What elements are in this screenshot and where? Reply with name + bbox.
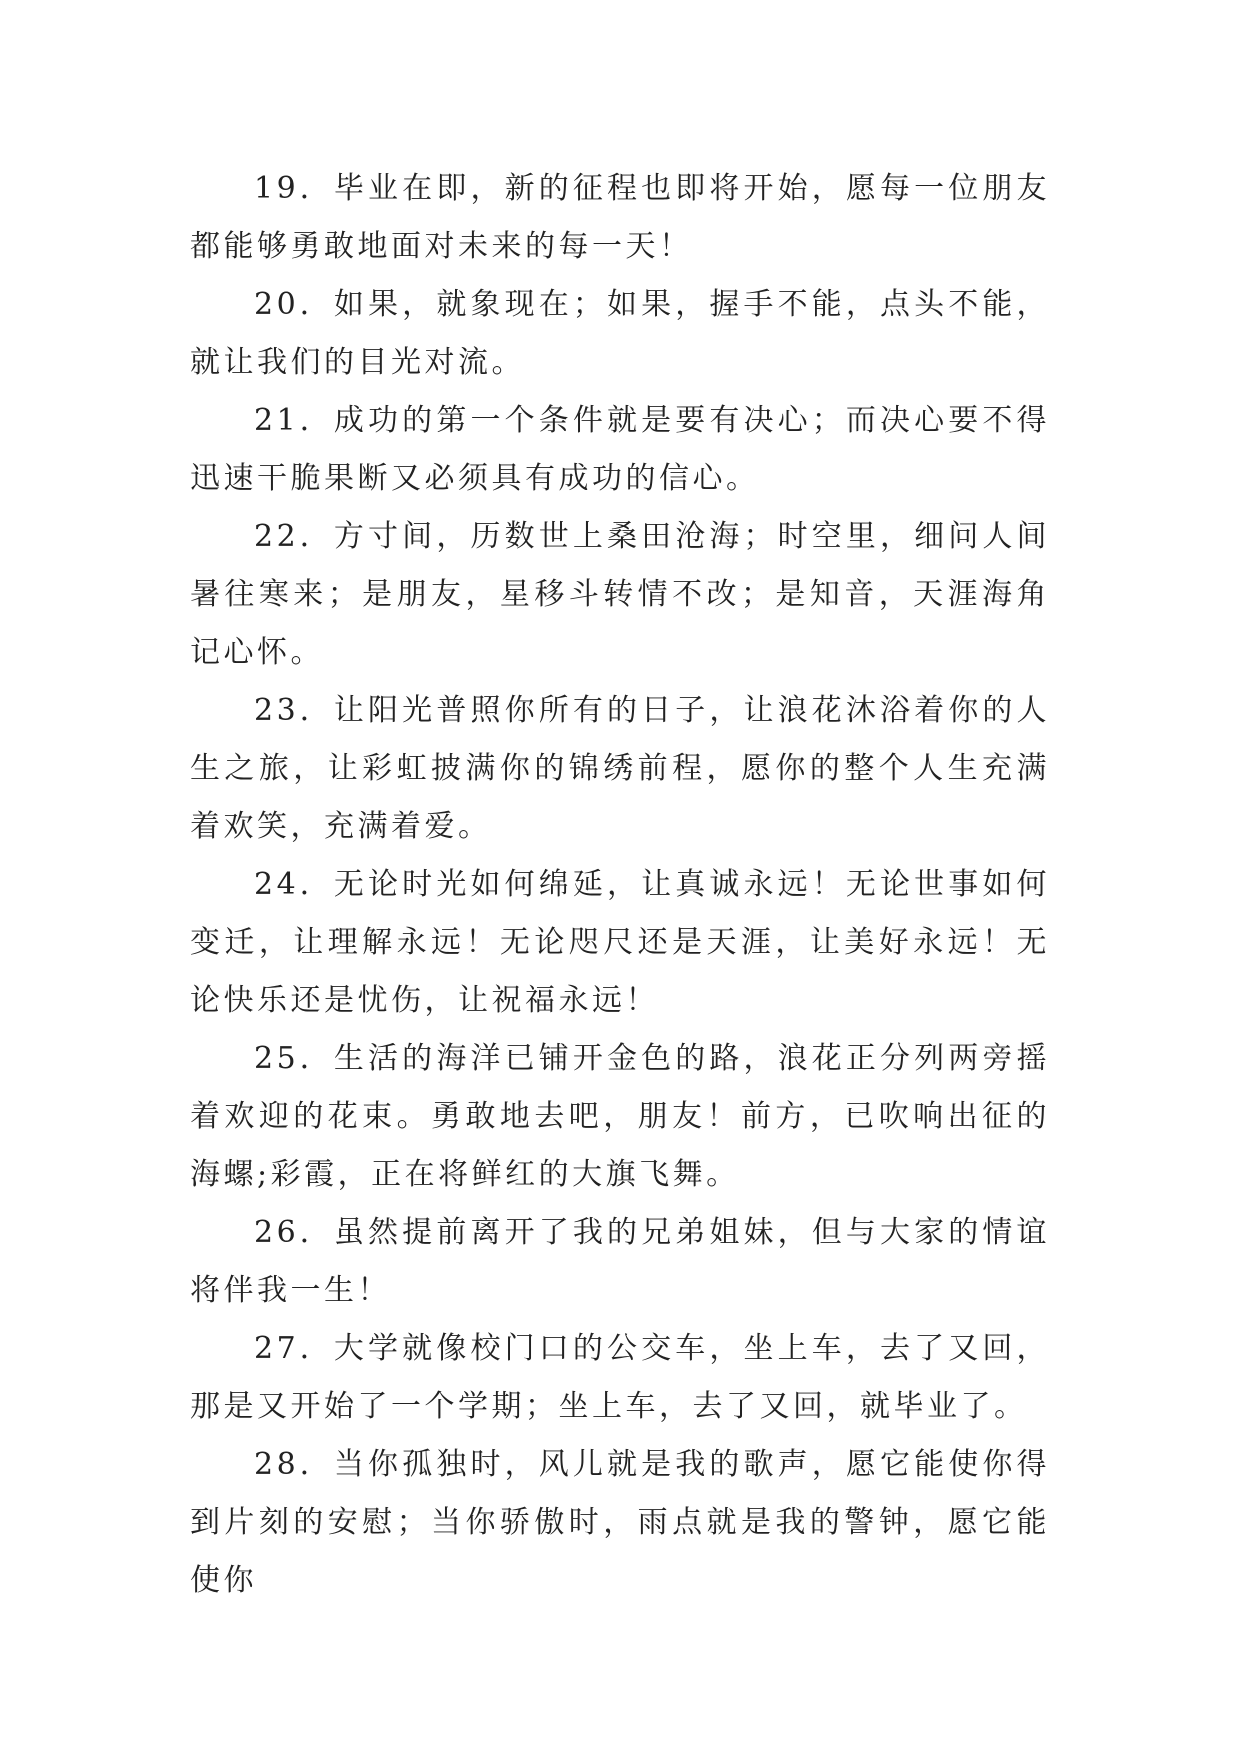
- paragraph-23: 23．让阳光普照你所有的日子，让浪花沐浴着你的人生之旅，让彩虹披满你的锦绣前程，愿你的整个人生充满着欢笑，充满着爱。: [190, 693, 1050, 844]
- paragraph-27: 27．大学就像校门口的公交车，坐上车，去了又回，那是又开始了一个学期；坐上车，去了又回，就毕业了。: [190, 1331, 1050, 1424]
- paragraph-28: 28．当你孤独时，风儿就是我的歌声，愿它能使你得到片刻的安慰；当你骄傲时，雨点就是我的警钟，愿它能使你: [190, 1447, 1050, 1598]
- paragraph-26: 26．虽然提前离开了我的兄弟姐妹，但与大家的情谊将伴我一生！: [190, 1215, 1050, 1308]
- paragraph-22: 22．方寸间，历数世上桑田沧海；时空里，细问人间暑往寒来；是朋友，星移斗转情不改；是知音，天涯海角记心怀。: [190, 519, 1050, 670]
- paragraph-24: 24．无论时光如何绵延，让真诚永远！无论世事如何变迁，让理解永远！无论咫尺还是天涯，让美好永远！无论快乐还是忧伤，让祝福永远！: [190, 867, 1050, 1018]
- paragraph-19: 19．毕业在即，新的征程也即将开始，愿每一位朋友都能够勇敢地面对未来的每一天！: [190, 171, 1050, 264]
- paragraph-20: 20．如果，就象现在；如果，握手不能，点头不能，就让我们的目光对流。: [190, 287, 1050, 380]
- paragraph-21: 21．成功的第一个条件就是要有决心；而决心要不得迅速干脆果断又必须具有成功的信心。: [190, 403, 1050, 496]
- paragraph-25: 25．生活的海洋已铺开金色的路，浪花正分列两旁摇着欢迎的花束。勇敢地去吧，朋友！前方，已吹响出征的海螺;彩霞，正在将鲜红的大旗飞舞。: [190, 1041, 1050, 1192]
- document-body: [190, 160, 1050, 1610]
